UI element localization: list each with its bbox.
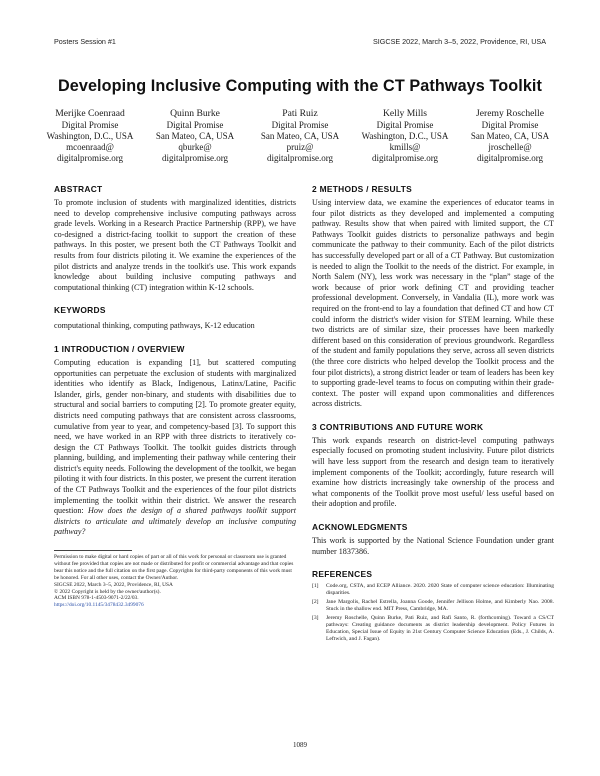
author-location: Washington, D.C., USA: [361, 131, 449, 141]
author-email: qburke@: [178, 142, 212, 152]
author-email: kmills@: [389, 142, 421, 152]
keywords-section: [54, 305, 296, 332]
keywords-heading: KEYWORDS: [54, 305, 106, 316]
reference-text: Jane Margolis, Rachel Estrella, Joanna Goode, Jennifer Jellison Holme, and Kimberly Nao. 2008. Stuck in the shallow end. MIT Press, Cambridge, MA.: [326, 599, 554, 613]
reference-item: [312, 599, 554, 613]
reference-number: [1]: [312, 583, 319, 590]
references-heading: REFERENCES: [312, 569, 373, 580]
author-name: Quinn Burke: [170, 108, 220, 119]
acknowledgments-heading: ACKNOWLEDGMENTS: [312, 522, 408, 533]
author-block: [353, 108, 457, 164]
author-email-domain: digitalpromise.org: [161, 153, 229, 163]
author-name: Jeremy Roschelle: [476, 108, 544, 119]
reference-text: Code.org, CSTA, and ECEP Alliance. 2020. 2020 State of computer science education: Illuminating disparities.: [326, 583, 554, 597]
doi-link[interactable]: https://doi.org/10.1145/3478432.3499076: [54, 602, 144, 609]
author-affiliation: Digital Promise: [376, 120, 434, 130]
reference-number: [3]: [312, 615, 319, 622]
reference-text: Jeremy Roschelle, Quinn Burke, Pati Ruiz, and Rafi Santo, R. (forthcoming). Toward a CS/CT pathways: Creating guidance documents as district leadership development. Policy Futures in Education, Special Issue of Equity in 21st Century Computer Science Education (Eds., J. Childs, A. Leftwich, and J. Fagan).: [326, 615, 554, 643]
author-block: [143, 108, 247, 164]
reference-item: [312, 615, 554, 643]
author-location: San Mateo, CA, USA: [260, 131, 340, 141]
right-column: [312, 184, 554, 655]
methods-text: Using interview data, we examine the experiences of educator teams in four pilot districts as they developed and implemented a computing pathway. Results show that when paired with limited support, the CT Pathways Toolkit guides districts to personalize pathways and begin communicate the pathway to their community. Each of the pilot districts has successfully developed part or all of a CT Pathway. But customization is needed to align the Toolkit to the needs of the district. For example, in North Salem (NY), less work was necessary in the “plan” stage of the work because of prior work defining CT and providing teacher professional development. Conversely, in Vandalia (IL), more work was required on the front-end to lay a foundation that defined CT and how CT could inform the district's wider vision for STEM learning. While these two districts are of similar size, their processes have been markedly different based on this consideration of previous groundwork. Regardless of the student and family populations they serve, across all seven districts (the three core districts who helped develop the Toolkit process and the four pilot districts), a strong district leader or team of leaders has been key to supporting grade-level teams to focus on computing within their grade-context. The poster will expand upon commonalities and differences across districts.: [312, 198, 554, 409]
methods-heading: 2 METHODS / RESULTS: [312, 184, 413, 194]
author-name: Kelly Mills: [383, 108, 427, 119]
author-block: [38, 108, 142, 164]
left-column: [54, 184, 296, 609]
abstract-heading: ABSTRACT: [54, 184, 103, 194]
author-email-domain: digitalpromise.org: [56, 153, 124, 163]
author-affiliation: Digital Promise: [61, 120, 119, 130]
author-block: [248, 108, 352, 164]
contributions-heading: 3 CONTRIBUTIONS AND FUTURE WORK: [312, 421, 484, 432]
contributions-section: [312, 422, 554, 510]
author-affiliation: Digital Promise: [481, 120, 539, 130]
references-section: [312, 569, 554, 643]
author-location: San Mateo, CA, USA: [470, 131, 550, 141]
isbn: ACM ISBN 978-1-4503-9071-2/22/03.: [54, 595, 139, 602]
reference-item: [312, 583, 554, 597]
introduction-section: [54, 344, 296, 538]
author-email-domain: digitalpromise.org: [371, 153, 439, 163]
introduction-heading: 1 INTRODUCTION / OVERVIEW: [54, 343, 185, 354]
reference-list: [312, 583, 554, 643]
permission-text: Permission to make digital or hard copies of part or all of this work for personal or classroom use is granted without fee provided that copies are not made or distributed for profit or commercial advantage and that copies bear this notice and the full citation on the first page. Copyrights for third-party components of this work must be honored. For all other uses, contact the Owner/Author.: [54, 554, 294, 581]
author-name: Merijke Coenraad: [55, 108, 125, 119]
author-email: jroschelle@: [488, 142, 532, 152]
acknowledgments-section: [312, 522, 554, 557]
author-email: pruiz@: [286, 142, 314, 152]
author-location: San Mateo, CA, USA: [155, 131, 235, 141]
methods-section: [312, 184, 554, 410]
author-email-domain: digitalpromise.org: [266, 153, 334, 163]
author-email-domain: digitalpromise.org: [476, 153, 544, 163]
research-question: How does the design of a shared pathways toolkit support districts to articulate and ultimately develop an inclusive computing pathway?: [54, 506, 296, 537]
acknowledgments-text: This work is supported by the National Science Foundation under grant number 1837386.: [312, 536, 554, 556]
introduction-text: [54, 358, 296, 538]
permission-block: [54, 550, 296, 609]
author-email: mcoenraad@: [66, 142, 114, 152]
introduction-body: Computing education is expanding [1], but scattered computing opportunities can perpetuate the exclusion of students with marginalized identities who identify as Black, Indigenous, Latinx/Latine, Pacific Islander, girls, gender non-binary, and students with disabilities due to structural and social barriers to computing [2]. To promote greater equity, districts need computing pathways that are consistent across classrooms, cumulative from year to year, and competency-based [3]. To support this need, we have worked in an RPP with three districts to iteratively co-design the CT Pathways Toolkit. The toolkit guides districts through planning, building, and implementing their pathway while centering their district's equity needs. Following the development of the toolkit, we began piloting it with four districts. In this poster, we present the current iteration of the CT Pathways Toolkit and the experiences of the four pilot districts implementing the toolkit within their district. We answer the research question:: [54, 357, 296, 516]
conference-venue: SIGCSE 2022, March 3–5, 2022, Providence, RI, USA: [54, 581, 173, 588]
copyright-notice: © 2022 Copyright is held by the owner/author(s).: [54, 588, 161, 595]
contributions-text: This work expands research on district-level computing pathways especially focused on promoting student inclusivity. Future pilot districts will have less support from the research and design team to iteratively implement components of the Toolkit; accordingly, future research will examine how districts increasingly take ownership of the process and what components of the Toolkit prove most useful/ less useful based on their adoption and profile.: [312, 435, 554, 509]
abstract-text: To promote inclusion of students with marginalized identities, districts need to develop comprehensive inclusive computing pathways across grade levels. Working in a Research Practice Partnership (RPP), we have co-designed a district-facing toolkit to support the creation of these pathways. In this poster, we present both the CT Pathways Toolkit and results from four districts piloting it. We examine the experiences of the pilot districts and analyze trends in the toolkit's use. This work expands knowledge about building inclusive computing pathways and computational thinking (CT) integration within K-12 schools.: [54, 198, 296, 292]
author-affiliation: Digital Promise: [271, 120, 329, 130]
page-number: 1089: [293, 741, 307, 749]
author-block: [458, 108, 562, 164]
abstract-section: [54, 184, 296, 293]
author-name: Pati Ruiz: [282, 108, 318, 119]
running-header-left: Posters Session #1: [54, 37, 116, 46]
author-location: Washington, D.C., USA: [46, 131, 134, 141]
permission-divider: [54, 550, 132, 551]
reference-number: [2]: [312, 599, 319, 606]
paper-title: Developing Inclusive Computing with the CT Pathways Toolkit: [57, 77, 543, 95]
running-header-right: SIGCSE 2022, March 3–5, 2022, Providence, RI, USA: [373, 37, 546, 46]
keywords-text: computational thinking, computing pathways, K-12 education: [54, 321, 255, 331]
author-list: [38, 108, 562, 164]
author-affiliation: Digital Promise: [166, 120, 224, 130]
